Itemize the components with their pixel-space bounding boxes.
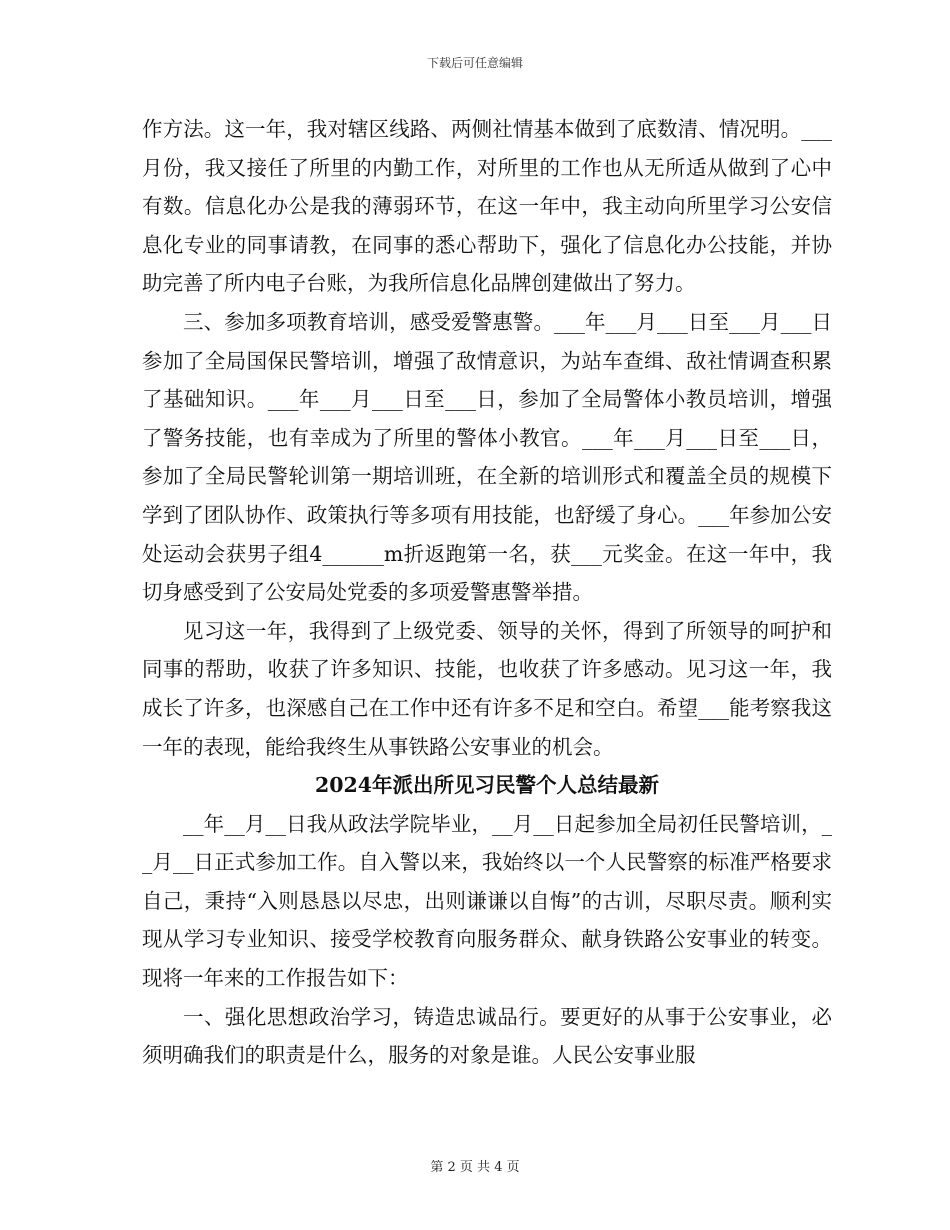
paragraph-intro: __年__月__日我从政法学院毕业，__月__日起参加全局初任民警培训，__月__日正式参加工作。自入警以来，我始终以一个人民警察的标准严格要求自己，秉持“入则恳恳以尽忠，出则谦谦以自悔”的古训，尽职尽责。顺利实现从学习专业知识、接受学校教育向服务群众、献身铁路公安事业的转变。现将一年来的工作报告如下： bbox=[142, 811, 832, 991]
paragraph-training: 三、参加多项教育培训，感受爱警惠警。___年___月___日至___月___日参加了全局国保民警培训，增强了敌情意识，为站车查缉、敌社情调查积累了基础知识。___年___月___日至___日，参加了全局警体小教员培训，增强了警务技能，也有幸成为了所里的警体小教官。___年___月___日至___日，参加了全局民警轮训第一期培训班，在全新的培训形式和覆盖全员的规模下学到了团队协作、政策执行等多项有用技能，也舒缓了身心。___年参加公安处运动会获男子组4______m折返跑第一名，获___元奖金。在这一年中，我切身感受到了公安局处党委的多项爱警惠警举措。 bbox=[142, 309, 832, 605]
paragraph-work-methods: 作方法。这一年，我对辖区线路、两侧社情基本做到了底数清、情况明。___月份，我又接任了所里的内勤工作，对所里的工作也从无所适从做到了心中有数。信息化办公是我的薄弱环节，在这一年中，我主动向所里学习公安信息化专业的同事请教，在同事的悉心帮助下，强化了信息化办公技能，并协助完善了所内电子台账，为我所信息化品牌创建做出了努力。 bbox=[142, 117, 832, 296]
document-body bbox=[142, 110, 832, 1075]
page-header: 下载后可任意编辑 bbox=[426, 56, 523, 70]
page-number-footer: 第 2 页 共 4 页 bbox=[430, 1160, 520, 1175]
paragraph-political-study: 一、强化思想政治学习，铸造忠诚品行。要更好的从事于公安事业，必须明确我们的职责是什么，服务的对象是谁。人民公安事业服 bbox=[142, 1004, 832, 1068]
paragraph-internship-year: 见习这一年，我得到了上级党委、领导的关怀，得到了所领导的呵护和同事的帮助，收获了许多知识、技能，也收获了许多感动。见习这一年，我成长了许多，也深感自己在工作中还有许多不足和空白。希望___能考察我这一年的表现，能给我终生从事铁路公安事业的机会。 bbox=[142, 618, 832, 759]
section-title: 2024年派出所见习民警个人总结最新 bbox=[314, 773, 660, 798]
